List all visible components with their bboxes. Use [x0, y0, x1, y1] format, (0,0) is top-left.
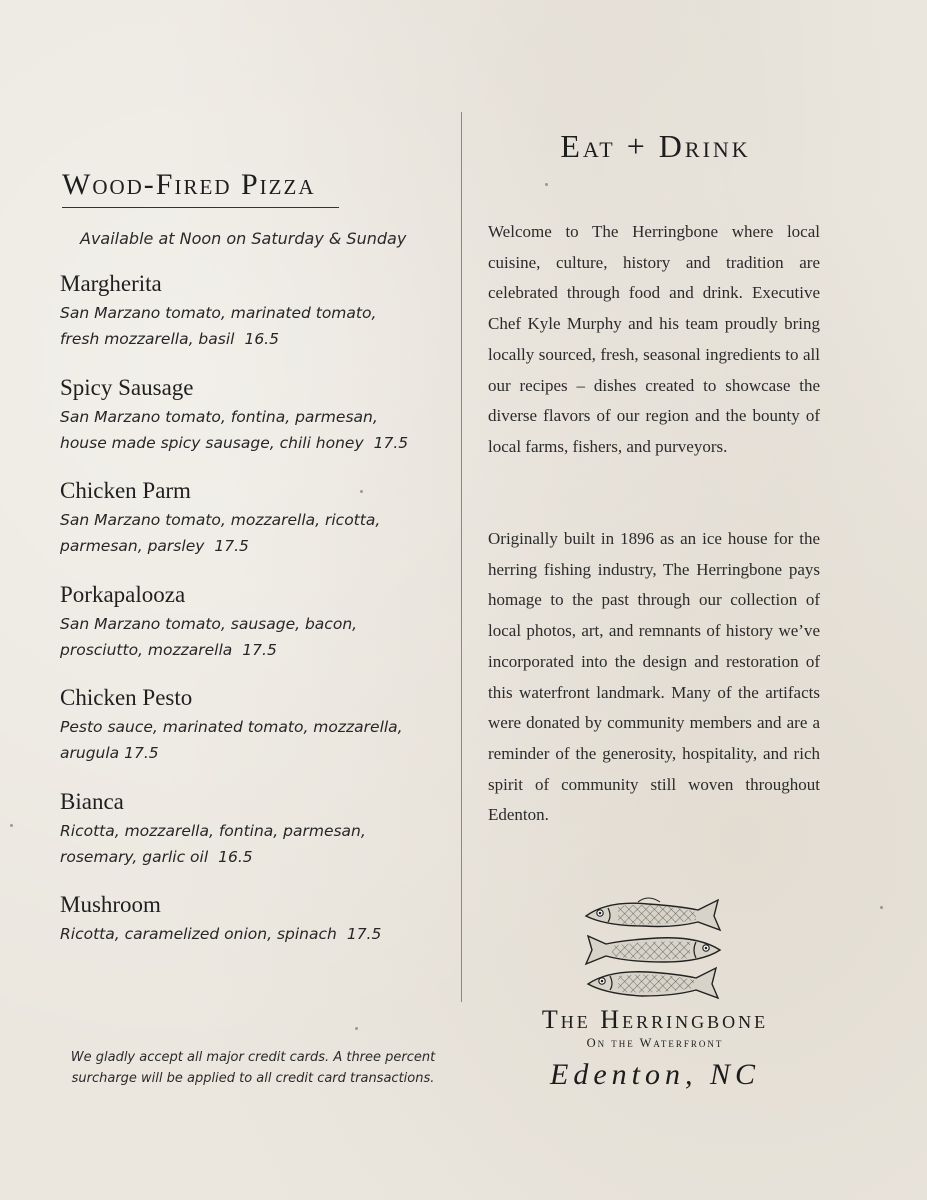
item-desc-line2: prosciutto, mozzarella [60, 640, 233, 659]
item-desc-line2: arugula [60, 744, 120, 762]
item-desc-line1: Pesto sauce, marinated tomato, mozzarella, [60, 718, 403, 736]
item-desc-line1: Ricotta, mozzarella, fontina, parmesan, [60, 821, 366, 840]
item-desc-line2: house made spicy sausage, chili honey [60, 433, 364, 452]
brand-name: The Herringbone [541, 1005, 769, 1034]
item-name: Porkapalooza [60, 581, 186, 607]
item-price: 17.5 [373, 433, 409, 452]
column-divider [461, 112, 462, 1002]
item-name: Spicy Sausage [60, 374, 194, 400]
item-name: Margherita [60, 271, 162, 296]
fish-icon [586, 898, 720, 930]
item-name: Bianca [60, 788, 124, 814]
item-desc-line2: rosemary, garlic oil [60, 847, 209, 866]
item-price: 16.5 [218, 847, 253, 866]
item-desc-line1: Ricotta, caramelized onion, spinach [60, 925, 337, 943]
eat-drink-title: Eat + Drink [560, 128, 751, 164]
item-desc-line1: San Marzano tomato, marinated tomato, [60, 304, 377, 322]
history-paragraph: Originally built in 1896 as an ice house for the herring fishing industry, The Herringbone pays homage to the past through our collection of local photos, art, and remnants of history we’ve incorporated into the design and restoration of this waterfront landmark. Many of the artifacts were donated by community members and are a reminder of the generosity, hospitality, and rich spirit of community still woven throughout Edenton. [488, 529, 820, 825]
item-description [60, 300, 450, 352]
item-description [60, 818, 450, 870]
footnote-line2: surcharge will be applied to all credit card transactions. [71, 1071, 435, 1086]
payment-footnote [58, 1047, 448, 1089]
item-description [60, 507, 450, 559]
paper-speck [355, 1027, 358, 1030]
item-price: 17.5 [346, 925, 382, 943]
item-price: 17.5 [242, 640, 277, 659]
item-desc-line2: fresh mozzarella, basil [60, 330, 235, 348]
pizza-section-title: Wood-Fired Pizza [62, 168, 316, 201]
item-name: Mushroom [60, 892, 161, 917]
item-desc-line1: San Marzano tomato, mozzarella, ricotta, [60, 511, 381, 529]
item-description [60, 611, 450, 663]
menu-item [60, 268, 450, 372]
fish-icon [586, 936, 720, 964]
item-price: 16.5 [244, 330, 279, 348]
paper-speck [545, 183, 548, 186]
fish-icon [588, 968, 718, 998]
item-price: 17.5 [124, 744, 159, 762]
item-description [60, 714, 450, 766]
item-desc-line1: San Marzano tomato, fontina, parmesan, [60, 407, 378, 426]
brand-location: Edenton, NC [550, 1058, 760, 1091]
menu-item [60, 889, 450, 993]
title-underline [62, 207, 339, 208]
menu-item [60, 372, 450, 476]
menu-item [60, 475, 450, 579]
paper-speck [10, 824, 13, 827]
welcome-paragraph: Welcome to The Herringbone where local cuisine, culture, history and tradition are celebrated through food and drink. Executive Chef Kyle Murphy and his team proudly bring locally sourced, fresh, seasonal ingredients to all our recipes – dishes created to showcase the diverse flavors of our region and the bounty of local farms, fishers, and purveyors. [488, 222, 820, 456]
brand-tagline: On the Waterfront [586, 1036, 724, 1050]
item-desc-line2: parmesan, parsley [60, 537, 205, 555]
item-description [60, 404, 450, 456]
item-name: Chicken Pesto [60, 685, 193, 710]
item-price: 17.5 [214, 537, 249, 555]
menu-item [60, 682, 450, 786]
menu-item [60, 786, 450, 890]
menu-item [60, 579, 450, 683]
paper-speck [360, 490, 363, 493]
paper-speck [880, 906, 883, 909]
item-description [60, 921, 450, 947]
footnote-line1: We gladly accept all major credit cards. A three percent [70, 1050, 436, 1065]
item-desc-line1: San Marzano tomato, sausage, bacon, [60, 614, 358, 633]
availability-note: Available at Noon on Saturday & Sunday [80, 229, 407, 248]
item-name: Chicken Parm [60, 478, 191, 503]
pizza-menu-list [60, 268, 450, 993]
three-herring-fish-icon [578, 892, 730, 1004]
